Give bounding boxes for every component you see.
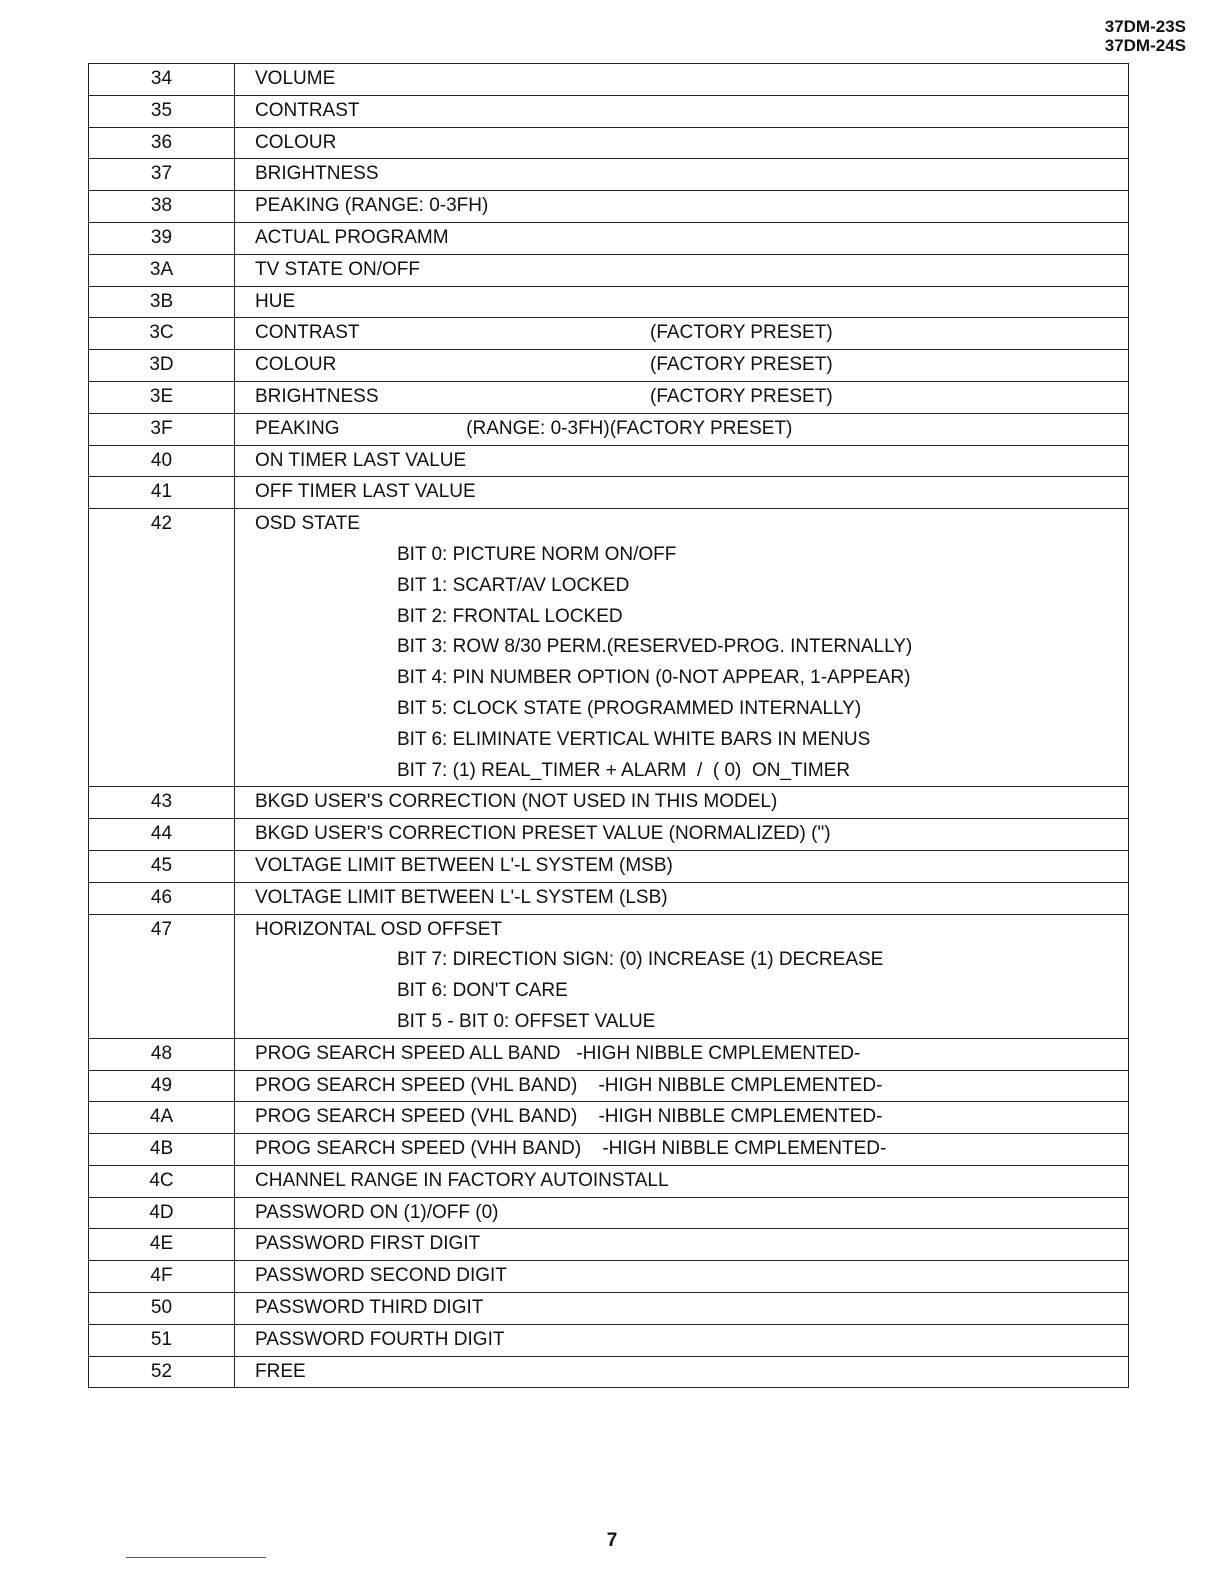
table-row xyxy=(89,318,1129,350)
table-row xyxy=(89,914,1129,1038)
table-row xyxy=(89,1102,1129,1134)
description-text: BIT 5 - BIT 0: OFFSET VALUE xyxy=(397,1010,656,1032)
bit-description xyxy=(255,663,1128,694)
register-address: 4C xyxy=(149,1169,174,1191)
description-text: CHANNEL RANGE IN FACTORY AUTOINSTALL xyxy=(255,1169,669,1191)
bit-description xyxy=(255,540,1128,571)
register-address-cell xyxy=(89,1324,235,1356)
bit-description xyxy=(255,976,1128,1007)
register-address: 51 xyxy=(150,1328,173,1350)
register-description xyxy=(255,787,1128,818)
register-address-cell xyxy=(89,1165,235,1197)
description-text: PROG SEARCH SPEED (VHL BAND) -HIGH NIBBLE CMPLEMENTED- xyxy=(255,1074,883,1096)
register-address: 49 xyxy=(150,1074,173,1096)
model-number-line-2: 37DM-24S xyxy=(1104,36,1186,55)
register-description-cell xyxy=(235,819,1129,851)
register-description xyxy=(255,1134,1128,1165)
register-address: 34 xyxy=(150,68,173,89)
table-row xyxy=(89,222,1129,254)
register-address-cell xyxy=(89,191,235,223)
description-text: HUE xyxy=(255,290,296,312)
description-text: BIT 6: DON'T CARE xyxy=(397,980,568,1002)
description-text: PASSWORD SECOND DIGIT xyxy=(255,1265,507,1287)
bit-description xyxy=(255,1007,1128,1038)
description-text: VOLTAGE LIMIT BETWEEN L'-L SYSTEM (MSB) xyxy=(255,854,673,876)
register-description-cell xyxy=(235,1134,1129,1166)
table-row xyxy=(89,286,1129,318)
description-text: BKGD USER'S CORRECTION (NOT USED IN THIS MODEL) xyxy=(255,791,778,813)
description-text: FREE xyxy=(255,1360,306,1382)
register-address-cell xyxy=(89,254,235,286)
register-description xyxy=(255,318,1128,349)
description-text: TV STATE ON/OFF xyxy=(255,258,421,280)
register-description xyxy=(255,1357,1128,1388)
register-description xyxy=(255,1229,1128,1260)
register-address-cell xyxy=(89,1293,235,1325)
register-description xyxy=(255,1071,1128,1102)
table-row xyxy=(89,1324,1129,1356)
register-address: 3D xyxy=(149,354,174,376)
register-address-cell xyxy=(89,1356,235,1388)
description-text: BIT 2: FRONTAL LOCKED xyxy=(397,605,623,627)
table-row xyxy=(89,1229,1129,1261)
table-row xyxy=(89,819,1129,851)
description-text: PASSWORD FOURTH DIGIT xyxy=(255,1328,505,1350)
register-description xyxy=(255,350,1128,381)
register-address-cell xyxy=(89,1134,235,1166)
register-description-cell xyxy=(235,222,1129,254)
register-description xyxy=(255,1261,1128,1292)
register-description xyxy=(255,191,1128,222)
register-address: 38 xyxy=(150,195,173,217)
register-description xyxy=(255,915,1128,946)
description-text: BIT 7: DIRECTION SIGN: (0) INCREASE (1) DECREASE xyxy=(397,949,884,971)
description-text: PEAKING (RANGE: 0-3FH) xyxy=(255,195,489,217)
register-description xyxy=(255,382,1128,413)
register-description-cell xyxy=(235,787,1129,819)
register-description-cell xyxy=(235,882,1129,914)
register-address-cell xyxy=(89,350,235,382)
register-description-cell xyxy=(235,477,1129,509)
bit-description xyxy=(255,756,1128,787)
register-address: 45 xyxy=(150,854,173,876)
description-text: BIT 3: ROW 8/30 PERM.(RESERVED-PROG. INTERNALLY) xyxy=(397,636,913,658)
register-address: 3B xyxy=(149,290,174,312)
factory-preset-note: (FACTORY PRESET) xyxy=(650,354,833,376)
register-description-cell xyxy=(235,1165,1129,1197)
description-text: COLOUR xyxy=(255,131,337,153)
register-address-cell xyxy=(89,445,235,477)
table-row xyxy=(89,1356,1129,1388)
register-description xyxy=(255,414,1128,445)
register-address-cell xyxy=(89,1102,235,1134)
register-description-cell xyxy=(235,1070,1129,1102)
footer-link-underline xyxy=(126,1557,266,1558)
description-text: PASSWORD ON (1)/OFF (0) xyxy=(255,1201,499,1223)
register-description-cell xyxy=(235,127,1129,159)
register-address: 42 xyxy=(150,513,173,535)
register-description xyxy=(255,1039,1128,1070)
register-description xyxy=(255,883,1128,914)
register-address: 4B xyxy=(149,1138,174,1160)
bit-description xyxy=(255,725,1128,756)
register-description-cell xyxy=(235,1197,1129,1229)
table-row xyxy=(89,381,1129,413)
register-address-cell xyxy=(89,787,235,819)
register-address-cell xyxy=(89,127,235,159)
register-address-cell xyxy=(89,159,235,191)
register-address-cell xyxy=(89,819,235,851)
register-description xyxy=(255,96,1128,127)
register-description-cell xyxy=(235,850,1129,882)
description-text: CONTRAST xyxy=(255,99,360,121)
register-address-cell xyxy=(89,1261,235,1293)
register-description-cell xyxy=(235,254,1129,286)
page-number: 7 xyxy=(606,1530,618,1551)
register-description xyxy=(255,851,1128,882)
description-text: PASSWORD THIRD DIGIT xyxy=(255,1297,484,1319)
table-row xyxy=(89,95,1129,127)
register-description xyxy=(255,446,1128,477)
register-address-cell xyxy=(89,914,235,1038)
register-address-cell xyxy=(89,381,235,413)
register-address-cell xyxy=(89,1070,235,1102)
description-text: BIT 4: PIN NUMBER OPTION (0-NOT APPEAR, 1-APPEAR) xyxy=(397,667,911,689)
register-description xyxy=(255,128,1128,159)
description-text: PROG SEARCH SPEED (VHH BAND) -HIGH NIBBLE CMPLEMENTED- xyxy=(255,1138,887,1160)
register-description xyxy=(255,1198,1128,1229)
bit-description xyxy=(255,571,1128,602)
register-description-cell xyxy=(235,159,1129,191)
register-address: 40 xyxy=(150,449,173,471)
register-description-cell xyxy=(235,95,1129,127)
description-text: ACTUAL PROGRAMM xyxy=(255,226,449,248)
description-text: BRIGHTNESS xyxy=(255,385,379,407)
table-row xyxy=(89,413,1129,445)
register-address: 41 xyxy=(150,481,173,503)
register-description-cell xyxy=(235,914,1129,1038)
register-address-cell xyxy=(89,1038,235,1070)
description-text: OSD STATE xyxy=(255,513,360,535)
register-description xyxy=(255,477,1128,508)
register-description xyxy=(255,819,1128,850)
register-address-cell xyxy=(89,509,235,787)
register-description-cell xyxy=(235,191,1129,223)
description-text: VOLUME xyxy=(255,68,336,89)
description-text: ON TIMER LAST VALUE xyxy=(255,449,467,471)
register-description-cell xyxy=(235,286,1129,318)
register-description-cell xyxy=(235,1229,1129,1261)
bit-description xyxy=(255,945,1128,976)
bit-description xyxy=(255,632,1128,663)
register-address-cell xyxy=(89,64,235,96)
table-row xyxy=(89,1165,1129,1197)
description-text: BRIGHTNESS xyxy=(255,163,379,185)
register-address: 4A xyxy=(149,1106,174,1128)
register-address: 35 xyxy=(150,99,173,121)
register-address: 46 xyxy=(150,886,173,908)
description-text: BIT 6: ELIMINATE VERTICAL WHITE BARS IN MENUS xyxy=(397,728,871,750)
register-address-cell xyxy=(89,95,235,127)
table-row xyxy=(89,850,1129,882)
register-address-cell xyxy=(89,222,235,254)
register-description-cell xyxy=(235,1293,1129,1325)
register-description xyxy=(255,1102,1128,1133)
register-address: 3C xyxy=(149,322,174,344)
table-row xyxy=(89,445,1129,477)
table-row xyxy=(89,64,1129,96)
register-address-cell xyxy=(89,850,235,882)
factory-preset-note: (FACTORY PRESET) xyxy=(650,385,833,407)
register-description xyxy=(255,159,1128,190)
table-row xyxy=(89,509,1129,787)
description-text: OFF TIMER LAST VALUE xyxy=(255,481,476,503)
table-row xyxy=(89,1038,1129,1070)
description-text: PROG SEARCH SPEED (VHL BAND) -HIGH NIBBLE CMPLEMENTED- xyxy=(255,1106,883,1128)
register-address: 36 xyxy=(150,131,173,153)
description-text: PROG SEARCH SPEED ALL BAND -HIGH NIBBLE CMPLEMENTED- xyxy=(255,1042,861,1064)
register-address: 48 xyxy=(150,1042,173,1064)
model-number-line-1: 37DM-23S xyxy=(1104,17,1186,36)
register-address: 47 xyxy=(150,918,173,940)
factory-preset-note: (FACTORY PRESET) xyxy=(650,322,833,344)
register-address: 4F xyxy=(150,1265,173,1287)
register-description-cell xyxy=(235,1261,1129,1293)
register-address: 52 xyxy=(150,1360,173,1382)
register-address-cell xyxy=(89,1197,235,1229)
register-table xyxy=(88,63,1129,1388)
register-address: 3A xyxy=(149,258,174,280)
register-address: 50 xyxy=(150,1297,173,1319)
table-row xyxy=(89,1261,1129,1293)
bit-description xyxy=(255,694,1128,725)
register-description-cell xyxy=(235,413,1129,445)
description-text: HORIZONTAL OSD OFFSET xyxy=(255,918,503,940)
register-address-cell xyxy=(89,318,235,350)
register-description xyxy=(255,1325,1128,1356)
register-address-cell xyxy=(89,286,235,318)
register-description-cell xyxy=(235,1324,1129,1356)
table-row xyxy=(89,477,1129,509)
register-address-cell xyxy=(89,882,235,914)
description-text: BIT 1: SCART/AV LOCKED xyxy=(397,574,630,596)
register-address: 3F xyxy=(150,417,173,439)
register-description-cell xyxy=(235,445,1129,477)
description-text: CONTRAST xyxy=(255,322,360,344)
register-description xyxy=(255,509,1128,540)
description-text: BIT 5: CLOCK STATE (PROGRAMMED INTERNALLY) xyxy=(397,697,862,719)
table-row xyxy=(89,191,1129,223)
register-address: 4E xyxy=(149,1233,174,1255)
register-description xyxy=(255,223,1128,254)
model-number xyxy=(1105,17,1186,55)
register-description-cell xyxy=(235,64,1129,96)
table-row xyxy=(89,1134,1129,1166)
register-address: 3E xyxy=(149,385,174,407)
register-description xyxy=(255,255,1128,286)
register-description-cell xyxy=(235,318,1129,350)
register-address: 39 xyxy=(150,226,173,248)
table-row xyxy=(89,1070,1129,1102)
description-text: VOLTAGE LIMIT BETWEEN L'-L SYSTEM (LSB) xyxy=(255,886,668,908)
register-address-cell xyxy=(89,477,235,509)
register-description-cell xyxy=(235,1356,1129,1388)
description-text: COLOUR xyxy=(255,354,337,376)
table-row xyxy=(89,159,1129,191)
table-row xyxy=(89,350,1129,382)
register-description-cell xyxy=(235,509,1129,787)
register-address: 4D xyxy=(149,1201,174,1223)
description-text: PEAKING (RANGE: 0-3FH)(FACTORY PRESET) xyxy=(255,417,793,439)
register-description xyxy=(255,64,1128,95)
register-description xyxy=(255,1166,1128,1197)
register-table-body xyxy=(89,64,1129,1388)
description-text: PASSWORD FIRST DIGIT xyxy=(255,1233,481,1255)
register-description-cell xyxy=(235,1102,1129,1134)
description-text: BIT 0: PICTURE NORM ON/OFF xyxy=(397,543,677,565)
register-description-cell xyxy=(235,350,1129,382)
table-row xyxy=(89,254,1129,286)
table-row xyxy=(89,127,1129,159)
table-row xyxy=(89,1293,1129,1325)
table-row xyxy=(89,787,1129,819)
register-address: 44 xyxy=(150,823,173,845)
register-address: 43 xyxy=(150,791,173,813)
register-description-cell xyxy=(235,381,1129,413)
table-row xyxy=(89,1197,1129,1229)
register-address-cell xyxy=(89,1229,235,1261)
register-description xyxy=(255,287,1128,318)
bit-description xyxy=(255,602,1128,633)
table-row xyxy=(89,882,1129,914)
register-description xyxy=(255,1293,1128,1324)
register-address-cell xyxy=(89,413,235,445)
description-text: BKGD USER'S CORRECTION PRESET VALUE (NORMALIZED) (") xyxy=(255,823,831,845)
description-text: BIT 7: (1) REAL_TIMER + ALARM / ( 0) ON_TIMER xyxy=(397,759,851,781)
register-description-cell xyxy=(235,1038,1129,1070)
register-address: 37 xyxy=(150,163,173,185)
